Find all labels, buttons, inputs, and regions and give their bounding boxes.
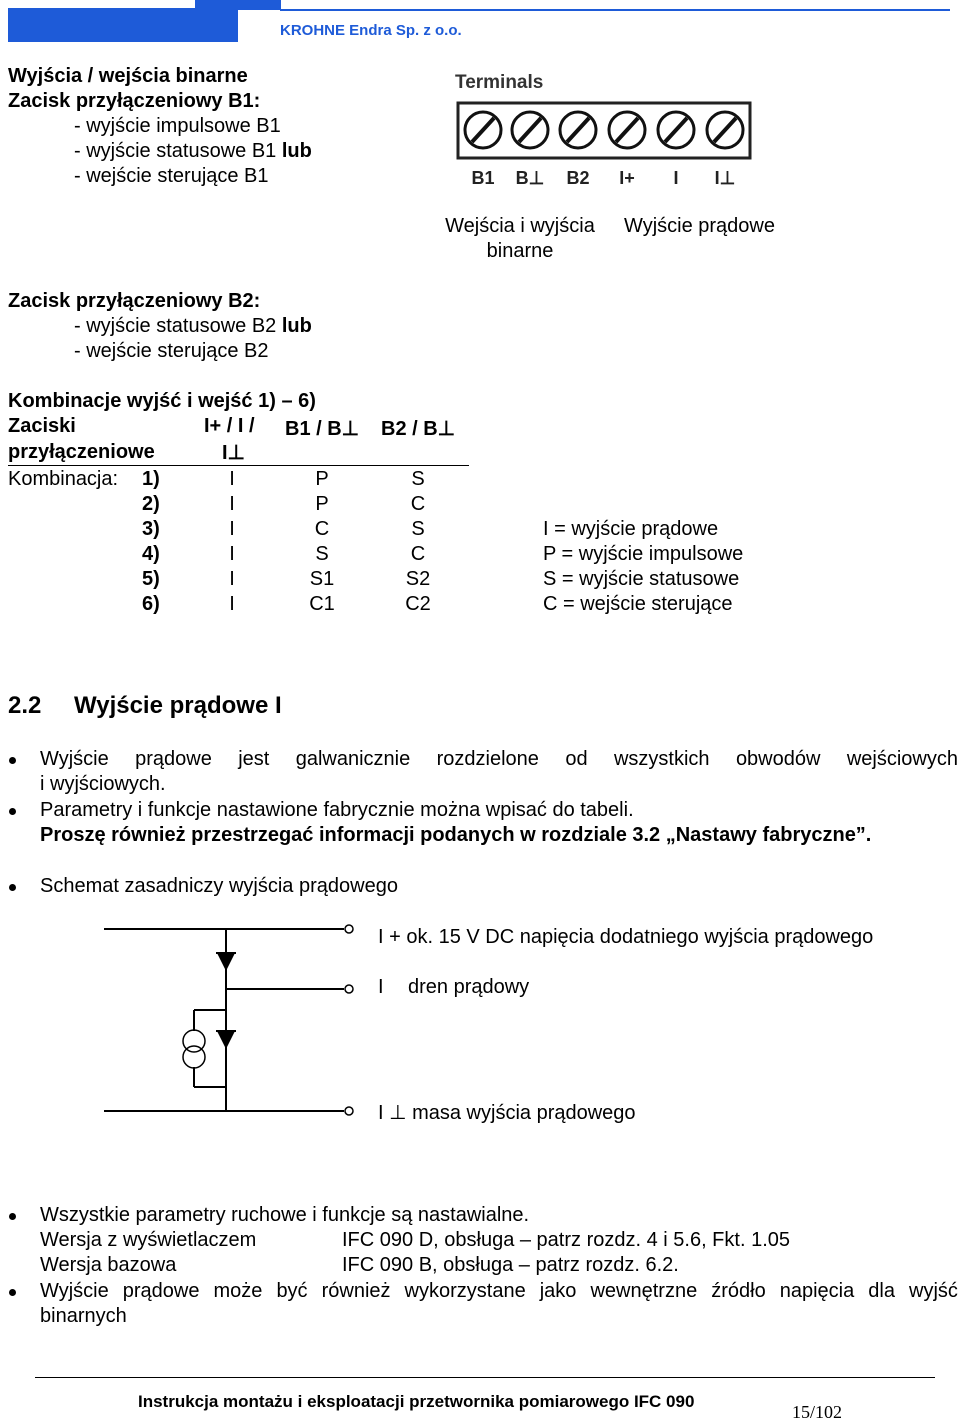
combination-cell: 3): [142, 518, 160, 540]
word: Wyjście: [40, 1280, 109, 1302]
paragraph-parameters: Parametry i funkcje nastawione fabrycznie można wpisać do tabeli.: [40, 799, 634, 821]
terminal-label: I⊥: [714, 168, 736, 188]
legend-item: S = wyjście statusowe: [543, 568, 740, 590]
schematic-label-drain: dren prądowy: [408, 976, 530, 998]
b2-item-1: - wyjście statusowe B2 lub: [74, 315, 312, 337]
version-basic-value: IFC 090 B, obsługa – patrz rozdz. 6.2.: [342, 1254, 679, 1276]
header-logo-bar: [8, 8, 238, 42]
combination-cell: I: [229, 468, 235, 490]
combination-cell: I: [229, 493, 235, 515]
terminal-label: B1: [471, 168, 495, 188]
company-name: KROHNE Endra Sp. z o.o.: [280, 22, 462, 39]
word: obwodów: [735, 748, 821, 770]
terminal-label: B2: [566, 168, 590, 188]
combination-cell: I: [229, 568, 235, 590]
b2-item-2: - wejście sterujące B2: [74, 340, 269, 362]
binary-io-title: Wyjścia / wejścia binarne: [8, 65, 248, 87]
word: źródło: [711, 1280, 766, 1302]
terminal-b1-title: Zacisk przyłączeniowy B1:: [8, 90, 261, 112]
screw-slot: [665, 118, 687, 142]
terminal-label: I+: [619, 168, 635, 188]
bullet: [9, 884, 16, 891]
combination-cell: 2): [142, 493, 160, 515]
screw-slot: [616, 118, 638, 142]
page-number: 15/102: [792, 1402, 843, 1422]
paragraph-factory-settings: Proszę również przestrzegać informacji podanych w rozdziale 3.2 „Nastawy fabryczne”.: [40, 824, 872, 846]
combination-cell: I: [229, 518, 235, 540]
paragraph-schematic: Schemat zasadniczy wyjścia prądowego: [40, 875, 398, 897]
legend-item: C = wejście sterujące: [543, 593, 733, 615]
word: od: [565, 748, 588, 770]
terminal-label: I: [673, 168, 679, 188]
combination-cell: 4): [142, 543, 160, 565]
col-header-current-2: I⊥: [222, 442, 245, 464]
screw-slot: [714, 118, 736, 142]
b1-item-3: - wejście sterujące B1: [74, 165, 269, 187]
word: wszystkich: [613, 748, 710, 770]
word: wewnętrzne: [590, 1280, 698, 1302]
col-header-terminals-2: przyłączeniowe: [8, 441, 155, 463]
footer-title: Instrukcja montażu i eksploatacji przetwornika pomiarowego IFC 090: [138, 1392, 695, 1411]
col-header-b2: B2 / B⊥: [381, 418, 456, 440]
table-header-rule: [8, 465, 469, 466]
col-header-b1: B1 / B⊥: [285, 418, 360, 440]
combination-cell: 5): [142, 568, 160, 590]
screw-slot: [519, 118, 541, 142]
caption-current-output: Wyjście prądowe: [624, 215, 775, 237]
word: jest: [238, 748, 270, 770]
word: wyjść: [909, 1280, 958, 1302]
screw-slot: [567, 118, 589, 142]
word: napięcia: [779, 1280, 855, 1302]
schematic-label-i: I: [378, 976, 384, 998]
legend-item: I = wyjście prądowe: [543, 518, 719, 540]
word: może: [213, 1280, 263, 1302]
combination-cell: C: [410, 493, 426, 515]
combination-cell: 1): [142, 468, 160, 490]
b1-item-2: - wyjście statusowe B1 lub: [74, 140, 312, 162]
paragraph-voltage-source-line1: [40, 1279, 958, 1304]
terminal-block-figure: [455, 100, 755, 195]
combination-cell: I: [229, 543, 235, 565]
section-title: Wyjście prądowe I: [74, 692, 282, 719]
bullet: [9, 757, 16, 764]
word: rozdzielone: [436, 748, 539, 770]
combination-cell: I: [229, 593, 235, 615]
word: jako: [539, 1280, 577, 1302]
combination-cell: C: [410, 543, 426, 565]
word: dla: [868, 1280, 895, 1302]
terminal-label: B⊥: [515, 168, 545, 188]
combination-cell: S1: [309, 568, 335, 590]
word: być: [276, 1280, 308, 1302]
word: również: [321, 1280, 391, 1302]
section-number: 2.2: [8, 692, 42, 719]
paragraph-isolation-line2: i wyjściowych.: [40, 773, 166, 795]
combination-cell: C: [314, 518, 330, 540]
footer-rule: [35, 1377, 935, 1378]
row-label-combination: Kombinacja:: [8, 468, 119, 490]
paragraph-isolation-line1: [40, 747, 958, 772]
version-display-value: IFC 090 D, obsługa – patrz rozdz. 4 i 5.6, Fkt. 1.05: [342, 1229, 790, 1251]
schematic-label-plus: I + ok. 15 V DC napięcia dodatniego wyjścia prądowego: [378, 926, 874, 948]
bullet: [9, 808, 16, 815]
header-rule: [280, 9, 950, 11]
word: prądowe: [135, 748, 212, 770]
version-display-label: Wersja z wyświetlaczem: [40, 1229, 257, 1251]
combinations-title: Kombinacje wyjść i wejść 1) – 6): [8, 390, 316, 412]
combination-cell: C2: [405, 593, 431, 615]
col-header-current-1: I+ / I /: [204, 415, 255, 437]
paragraph-adjustable: Wszystkie parametry ruchowe i funkcje są nastawialne.: [40, 1204, 530, 1226]
combination-cell: 6): [142, 593, 160, 615]
word: wejściowych: [846, 748, 958, 770]
terminal-b2-title: Zacisk przyłączeniowy B2:: [8, 290, 261, 312]
combination-cell: C1: [309, 593, 335, 615]
combination-cell: S: [411, 468, 425, 490]
bullet: [9, 1213, 16, 1220]
combination-cell: S: [315, 543, 329, 565]
caption-binary: Wejścia i wyjścia binarne: [445, 215, 595, 262]
col-header-terminals-1: Zaciski: [8, 415, 76, 437]
screw-slot: [472, 118, 494, 142]
word: Wyjście: [40, 748, 109, 770]
combination-cell: P: [315, 493, 329, 515]
version-basic-label: Wersja bazowa: [40, 1254, 177, 1276]
bullet: [9, 1289, 16, 1296]
combination-cell: P: [315, 468, 329, 490]
paragraph-voltage-source-line2: binarnych: [40, 1305, 127, 1327]
terminals-title: Terminals: [455, 72, 544, 93]
word: wykorzystane: [404, 1280, 526, 1302]
word: galwanicznie: [295, 748, 411, 770]
combination-cell: S2: [405, 568, 431, 590]
word: prądowe: [122, 1280, 200, 1302]
combination-cell: S: [411, 518, 425, 540]
schematic-label-ground: I ⊥ masa wyjścia prądowego: [378, 1102, 636, 1124]
legend-item: P = wyjście impulsowe: [543, 543, 744, 565]
current-output-schematic: [100, 915, 365, 1120]
b1-item-1: - wyjście impulsowe B1: [74, 115, 281, 137]
